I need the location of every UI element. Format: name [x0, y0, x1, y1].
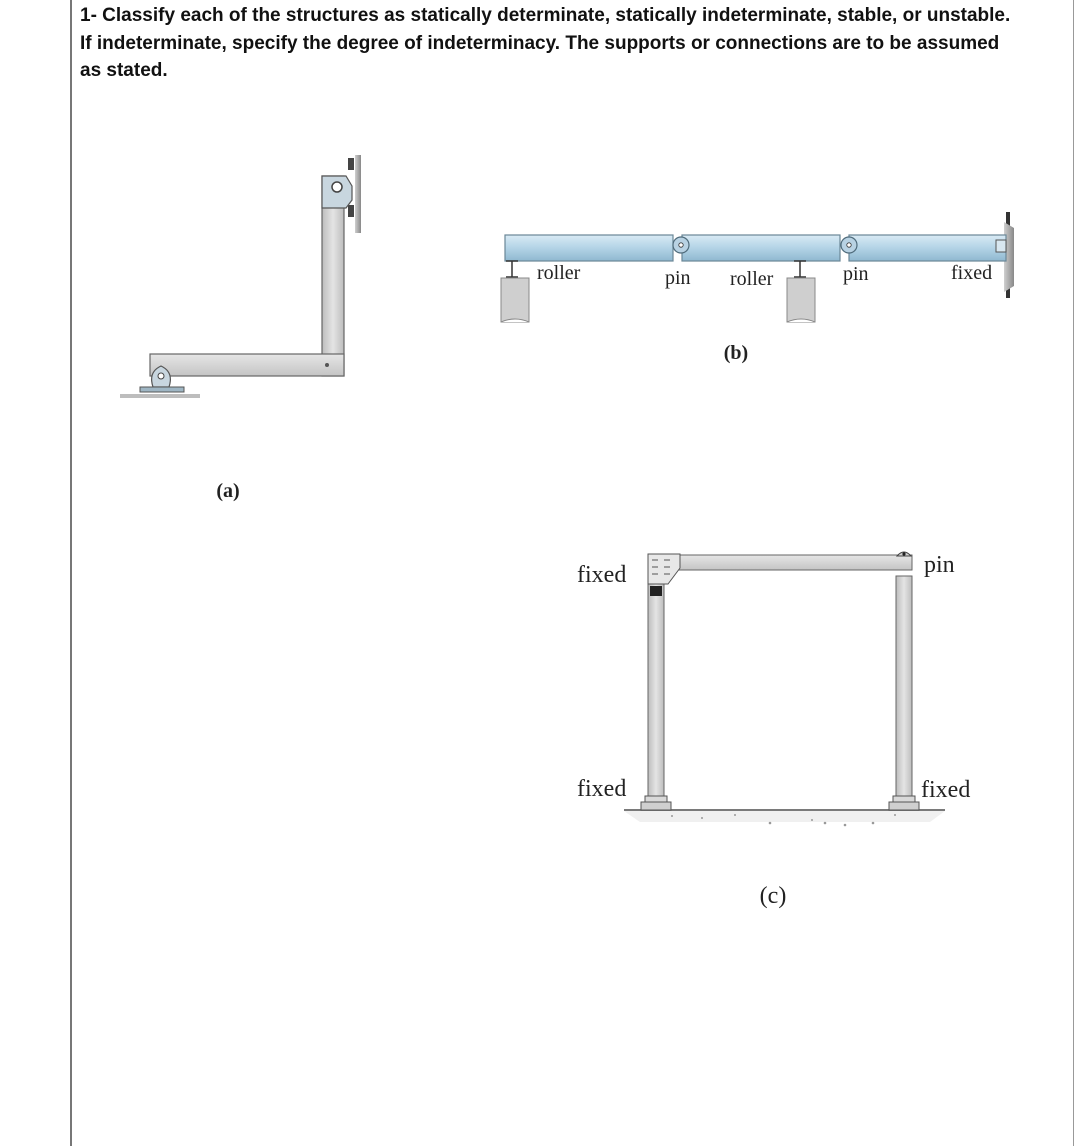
fig-c-label-fixed-bottom-left: fixed — [577, 776, 627, 802]
fig-c-label-fixed-bottom-right: fixed — [921, 777, 971, 803]
fig-a-pin — [332, 182, 342, 192]
fig-b-caption: (b) — [723, 342, 749, 364]
fig-c-caption: (c) — [759, 883, 787, 909]
fig-a-caption: (a) — [216, 480, 240, 502]
fig-b-label-pin-2: pin — [843, 263, 869, 285]
question-line-3: as stated. — [80, 60, 168, 81]
question-line-1: 1- Classify each of the structures as statically determinate, statically indeterminate, stable, or unstable. — [80, 5, 1011, 26]
fig-b-label-roller-left: roller — [537, 262, 581, 284]
fig-c-base-right — [893, 796, 915, 802]
fig-b-label-pin-1: pin — [665, 267, 691, 289]
fig-c-base-left — [645, 796, 667, 802]
fig-c-fixed-joint-top-left — [648, 554, 680, 584]
figure-c — [577, 552, 970, 909]
fig-a-horizontal-member — [150, 354, 344, 376]
fig-c-label-fixed-top-left: fixed — [577, 562, 627, 588]
question-line-2: If indeterminate, specify the degree of indeterminacy. The supports or connections are to be assumed — [80, 32, 1000, 54]
fig-c-left-column — [648, 584, 664, 798]
fig-a-wall — [355, 155, 361, 233]
fig-b-beam-segment-2 — [682, 235, 840, 261]
fig-b-label-roller-mid: roller — [730, 268, 774, 290]
fig-b-roller-support-mid — [787, 261, 815, 322]
fig-c-right-column — [896, 576, 912, 798]
fig-c-label-pin-top-right: pin — [924, 552, 955, 578]
fig-b-beam-segment-3 — [849, 235, 1006, 261]
figure-b — [501, 212, 1014, 364]
fig-c-top-beam — [676, 555, 912, 570]
fig-b-roller-support-left — [501, 261, 529, 322]
fig-b-beam-segment-1 — [505, 235, 673, 261]
figure-a — [120, 155, 361, 502]
fig-b-label-fixed: fixed — [951, 262, 993, 284]
